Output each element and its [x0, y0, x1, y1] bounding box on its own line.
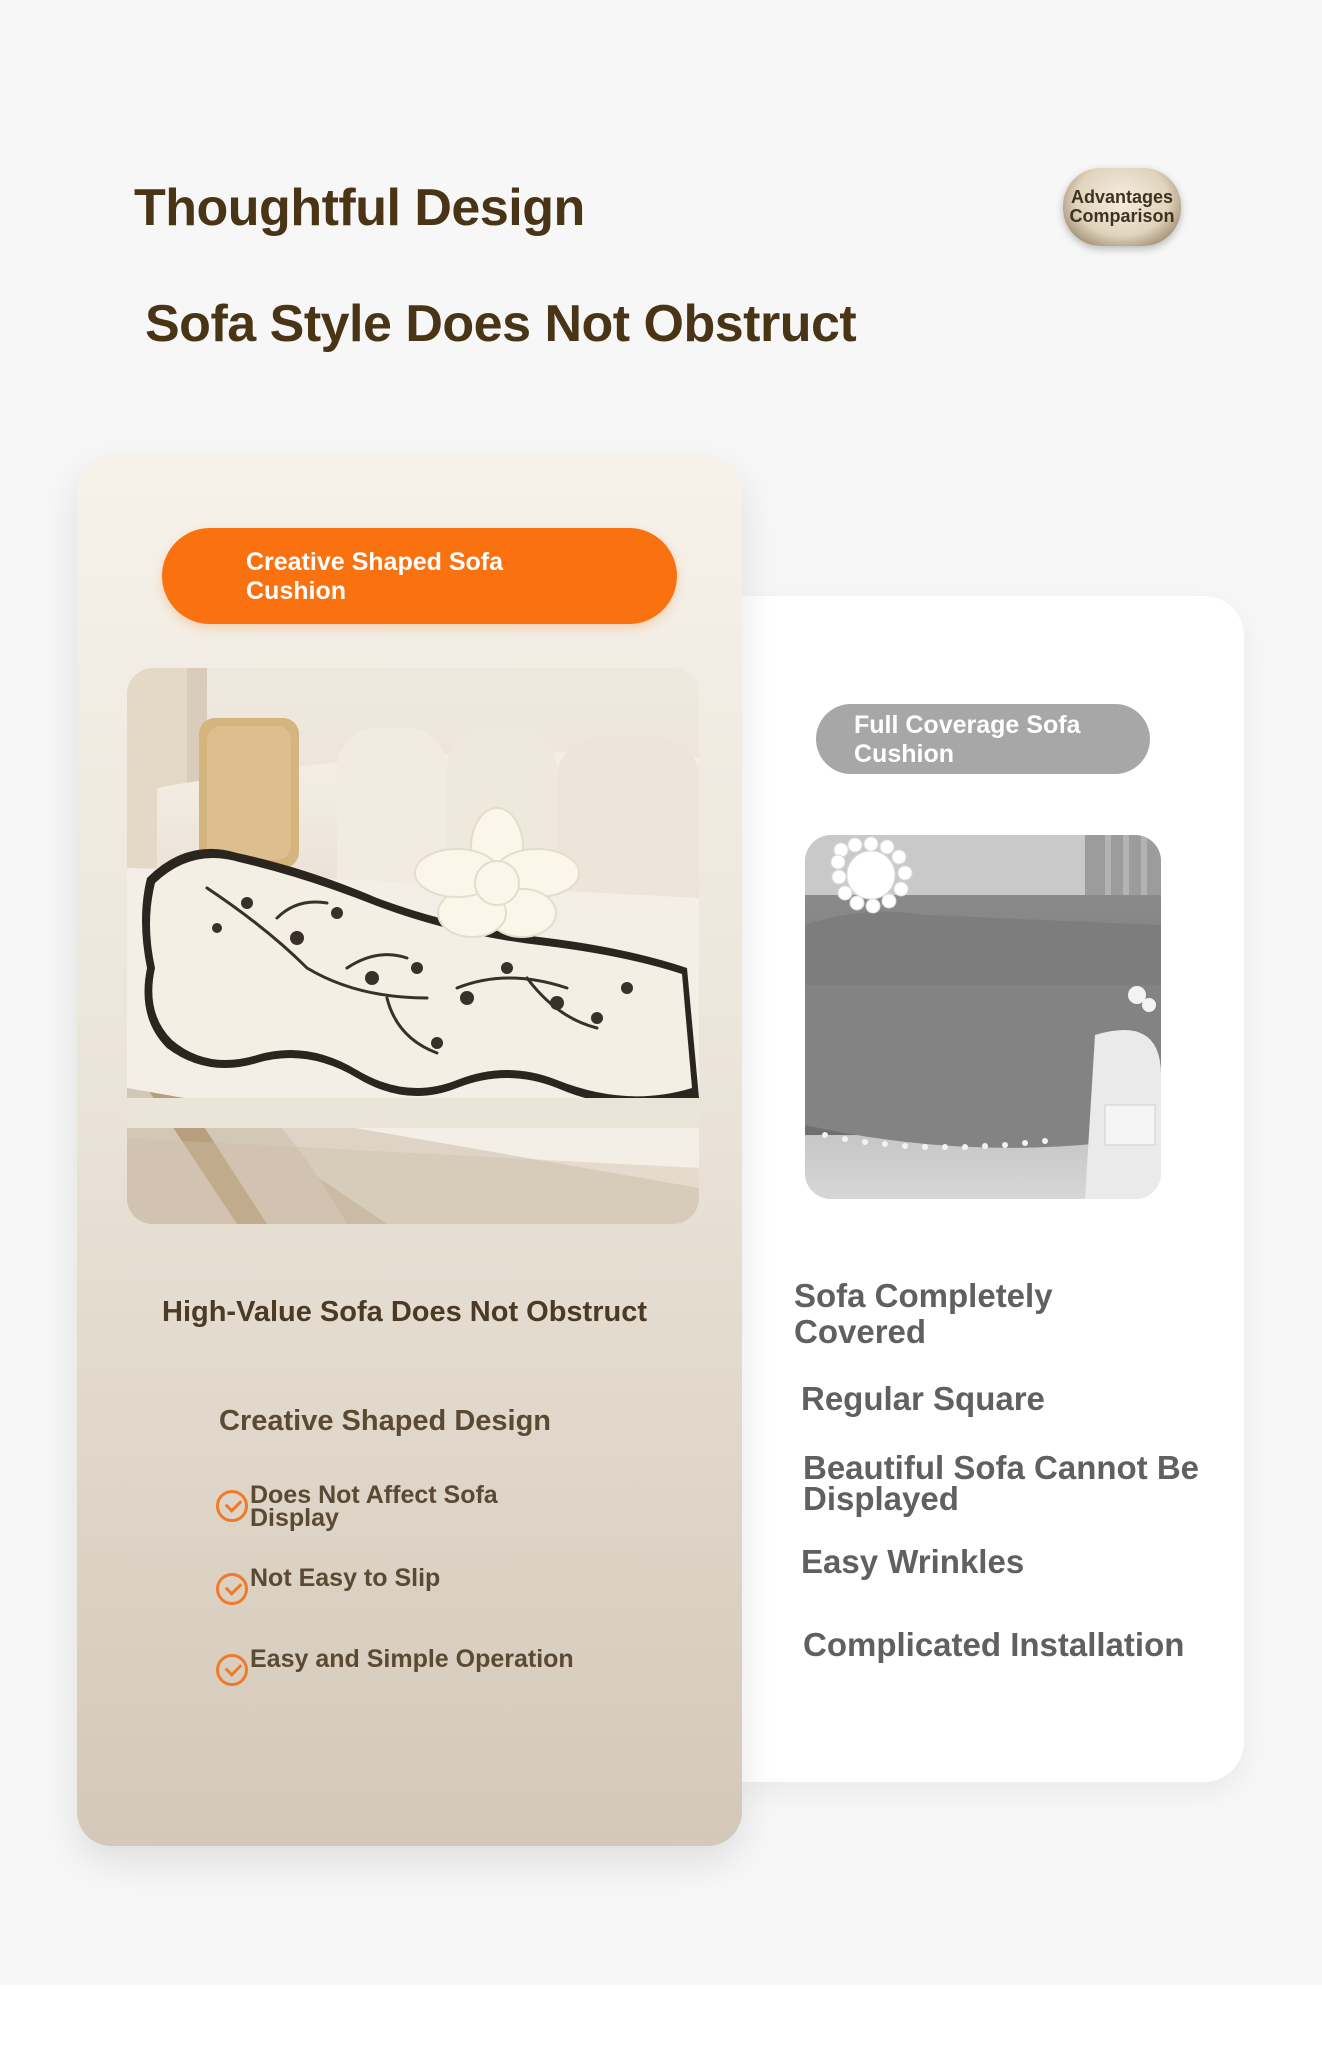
feature-item: [216, 1481, 550, 1532]
full-coverage-item: Sofa Completely Covered: [794, 1277, 1053, 1350]
creative-shaped-pill-label: Creative Shaped Sofa Cushion: [246, 548, 504, 605]
creative-shaped-feature-title: Creative Shaped Design: [219, 1405, 551, 1437]
page-title: Thoughtful Design: [134, 179, 585, 237]
badge-line-1: Advantages: [1070, 187, 1174, 207]
full-coverage-pill-label: Full Coverage Sofa Cushion: [854, 711, 1081, 768]
full-coverage-item: Complicated Installation: [803, 1626, 1185, 1663]
feature-label: Does Not Affect Sofa Display: [250, 1481, 498, 1532]
creative-shaped-pill: [162, 528, 677, 624]
check-circle-icon: [216, 1654, 248, 1686]
full-coverage-pill: [816, 704, 1150, 774]
creative-shaped-sofa-image: [127, 668, 699, 1224]
check-circle-icon: [216, 1573, 248, 1605]
full-coverage-item: Regular Square: [801, 1380, 1045, 1417]
creative-shaped-heading: High-Value Sofa Does Not Obstruct: [162, 1296, 647, 1328]
full-coverage-item: Beautiful Sofa Cannot Be Displayed: [803, 1449, 1200, 1517]
full-coverage-sofa-image: [805, 835, 1161, 1199]
advantages-comparison-badge: [1063, 168, 1181, 246]
feature-label: Not Easy to Slip: [250, 1564, 441, 1592]
feature-item: [216, 1564, 550, 1605]
feature-item: [216, 1645, 650, 1686]
feature-label: Easy and Simple Operation: [250, 1645, 574, 1673]
badge-line-2: Comparison: [1069, 206, 1175, 226]
check-circle-icon: [216, 1490, 248, 1522]
footer-strip: [0, 1985, 1322, 2048]
page-subtitle: Sofa Style Does Not Obstruct: [145, 295, 857, 353]
full-coverage-item: Easy Wrinkles: [801, 1543, 1025, 1580]
